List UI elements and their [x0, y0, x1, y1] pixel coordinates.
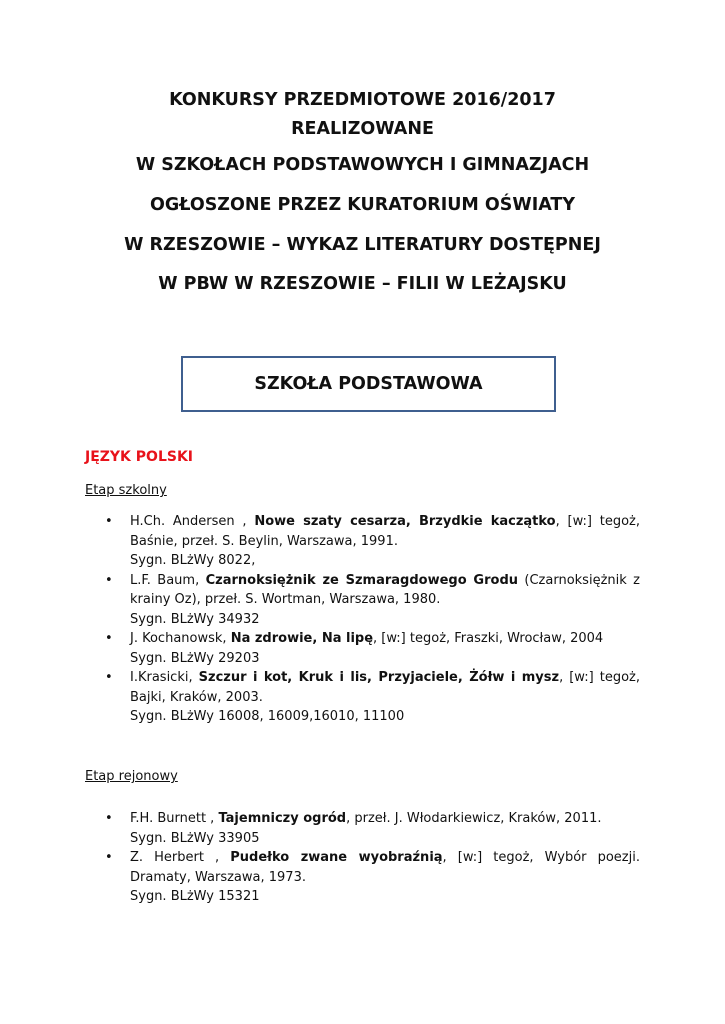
literature-list-regional [85, 809, 640, 907]
item-details: , przeł. J. Włodarkiewicz, Kraków, 2011. [346, 811, 602, 826]
literature-list-school [85, 512, 640, 727]
item-author: J. Kochanowsk, [130, 631, 227, 646]
item-details: , [w:] tegoż, Baśnie, przeł. S. Beylin, Warszawa, 1991. [130, 514, 640, 549]
item-author: H.Ch. Andersen , [130, 514, 247, 529]
bullet-icon: • [105, 850, 113, 865]
item-details: , [w:] tegoż, Fraszki, Wrocław, 2004 [373, 631, 604, 646]
subject-heading: JĘZYK POLSKI [85, 449, 194, 465]
list-item [85, 571, 640, 630]
item-signature: Sygn. BLżWy 33905 [130, 830, 260, 846]
item-signature: Sygn. BLżWy 15321 [130, 889, 260, 904]
item-signature: Sygn. BLżWy 16008, 16009,16010, 11100 [130, 709, 405, 724]
item-signature: Sygn. BLżWy 34932 [130, 611, 260, 627]
item-title: Na zdrowie, Na lipę [230, 631, 374, 646]
title-line-3: W SZKOŁACH PODSTAWOWYCH I GIMNAZJACH [135, 155, 590, 175]
list-item [85, 668, 640, 727]
item-title: Tajemniczy ogród [218, 811, 347, 826]
item-details: (Czarnoksiężnik z krainy Oz), przeł. S. Wortman, Warszawa, 1980. [130, 572, 640, 607]
bullet-icon: • [105, 572, 113, 588]
bullet-icon: • [105, 811, 113, 826]
title-line-4: OGŁOSZONE PRZEZ KURATORIUM OŚWIATY [149, 195, 576, 215]
item-author: Z. Herbert , [130, 850, 220, 865]
item-author: I.Krasicki, [130, 670, 193, 685]
item-title: Pudełko zwane wyobraźnią [230, 850, 443, 865]
item-details: , [w:] tegoż, Wybór poezji. Dramaty, Warszawa, 1973. [130, 850, 640, 885]
title-line-2: REALIZOWANE [291, 119, 434, 139]
title-line-5: W RZESZOWIE – WYKAZ LITERATURY DOSTĘPNEJ [124, 235, 601, 255]
stage-heading-regional: Etap rejonowy [85, 769, 178, 784]
list-item [85, 848, 640, 907]
item-author: F.H. Burnett , [130, 811, 215, 826]
item-signature: Sygn. BLżWy 29203 [130, 650, 260, 666]
item-title: Szczur i kot, Kruk i lis, Przyjaciele, Żółw i mysz [198, 670, 560, 685]
item-title: Czarnoksiężnik ze Szmaragdowego Grodu [205, 572, 519, 588]
list-item [85, 512, 640, 571]
school-level-box [181, 356, 556, 412]
list-item [85, 809, 640, 848]
item-title: Nowe szaty cesarza, Brzydkie kaczątko [254, 514, 556, 529]
item-signature: Sygn. BLżWy 8022, [130, 553, 256, 568]
school-level-label: SZKOŁA PODSTAWOWA [254, 374, 483, 394]
title-line-6: W PBW W RZESZOWIE – FILII W LEŻAJSKU [158, 274, 567, 294]
bullet-icon: • [105, 514, 113, 529]
list-item [85, 629, 640, 668]
title-line-1: KONKURSY PRZEDMIOTOWE 2016/2017 [169, 90, 556, 110]
bullet-icon: • [105, 670, 113, 685]
item-details: , [w:] tegoż, Bajki, Kraków, 2003. [130, 670, 640, 705]
stage-heading-school: Etap szkolny [85, 483, 167, 498]
bullet-icon: • [105, 631, 113, 646]
item-author: L.F. Baum, [130, 572, 200, 588]
